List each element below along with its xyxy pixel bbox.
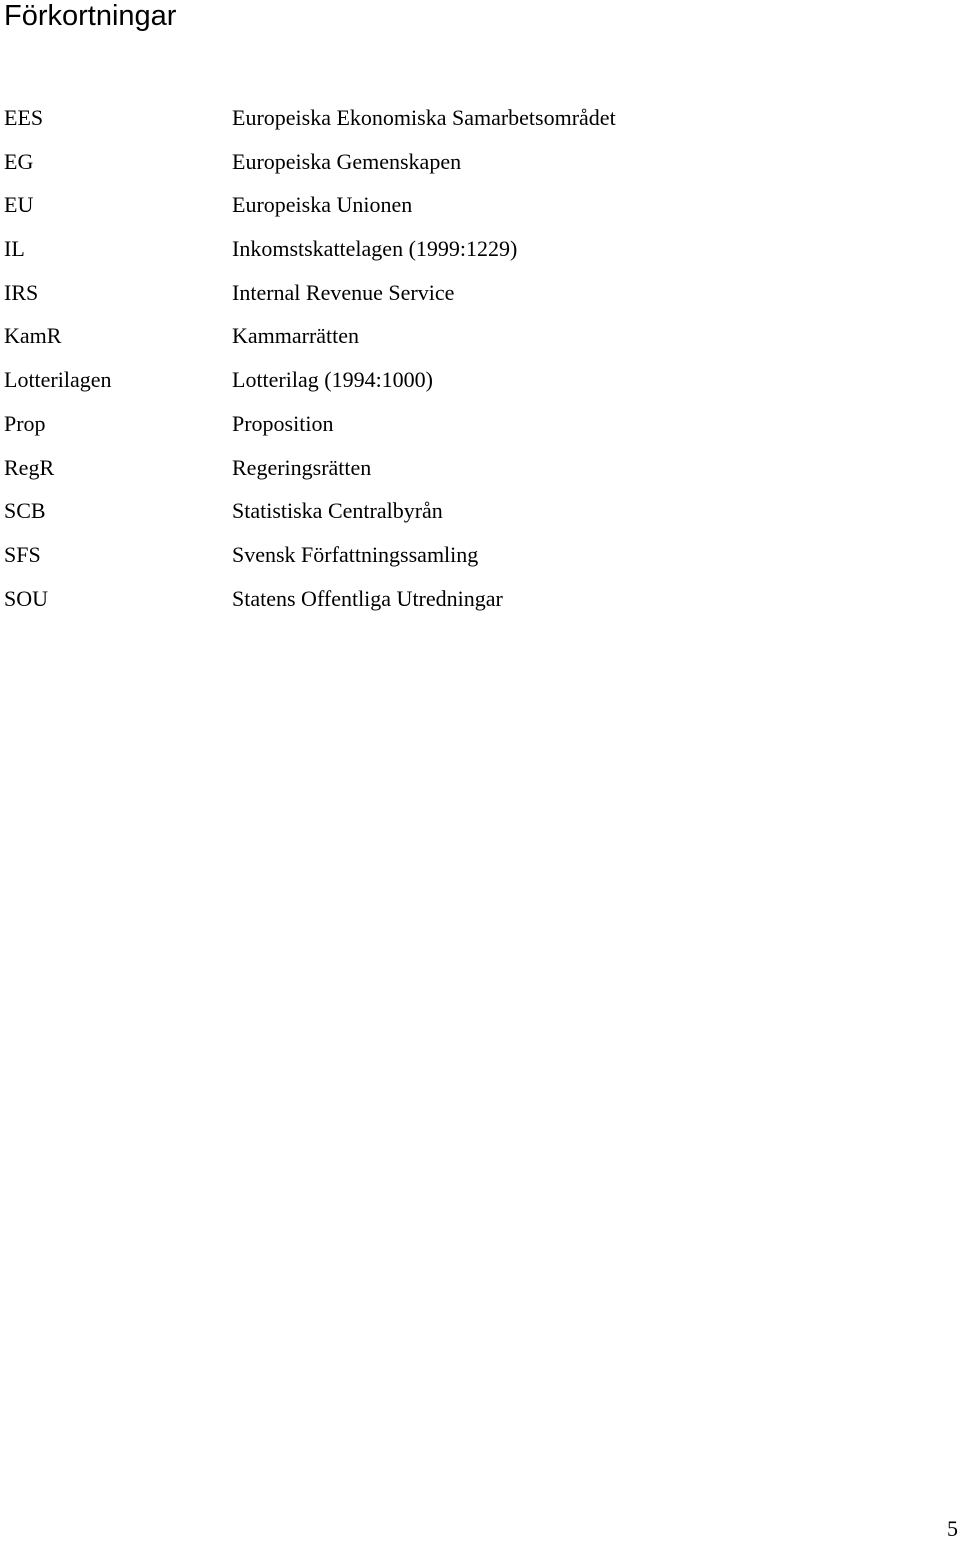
abbreviation-meaning: Europeiska Ekonomiska Samarbetsområdet bbox=[232, 105, 616, 130]
abbreviation-row bbox=[4, 277, 904, 321]
abbreviation-row bbox=[4, 233, 904, 277]
abbreviation-term: KamR bbox=[4, 323, 62, 349]
abbreviation-row bbox=[4, 189, 904, 233]
page-number: 5 bbox=[947, 1516, 958, 1541]
abbreviation-term: IRS bbox=[4, 279, 39, 305]
abbreviation-term: EU bbox=[4, 192, 34, 218]
abbreviation-meaning: Lotterilag (1994:1000) bbox=[232, 367, 434, 393]
abbreviation-row bbox=[4, 495, 904, 539]
abbreviation-meaning: Statistiska Centralbyrån bbox=[232, 498, 443, 524]
abbreviation-meaning: Inkomstskattelagen (1999:1229) bbox=[232, 236, 518, 262]
abbreviation-meaning: Europeiska Unionen bbox=[232, 192, 413, 218]
abbreviation-meaning: Proposition bbox=[232, 410, 334, 436]
abbreviation-list bbox=[4, 102, 904, 626]
abbreviation-row bbox=[4, 583, 904, 627]
abbreviation-row bbox=[4, 320, 904, 364]
abbreviation-row bbox=[4, 146, 904, 190]
abbreviation-row bbox=[4, 408, 904, 452]
abbreviation-row bbox=[4, 102, 904, 146]
abbreviation-term: Lotterilagen bbox=[4, 367, 112, 393]
abbreviation-row bbox=[4, 539, 904, 583]
abbreviation-term: Prop bbox=[4, 410, 46, 436]
abbreviation-meaning: Svensk Författningssamling bbox=[232, 541, 479, 567]
abbreviation-term: SCB bbox=[4, 498, 46, 524]
abbreviation-meaning: Internal Revenue Service bbox=[232, 279, 455, 305]
abbreviation-term: SOU bbox=[4, 585, 49, 611]
abbreviation-meaning: Statens Offentliga Utredningar bbox=[232, 585, 503, 611]
abbreviation-term: EES bbox=[4, 105, 44, 130]
abbreviation-term: RegR bbox=[4, 454, 55, 480]
abbreviation-term: SFS bbox=[4, 541, 41, 567]
abbreviation-meaning: Europeiska Gemenskapen bbox=[232, 148, 462, 174]
abbreviation-term: IL bbox=[4, 236, 25, 262]
abbreviation-meaning: Kammarrätten bbox=[232, 323, 360, 349]
abbreviation-row bbox=[4, 364, 904, 408]
abbreviation-row bbox=[4, 452, 904, 496]
page-heading: Förkortningar bbox=[4, 0, 177, 32]
abbreviation-term: EG bbox=[4, 148, 34, 174]
abbreviation-meaning: Regeringsrätten bbox=[232, 454, 372, 480]
